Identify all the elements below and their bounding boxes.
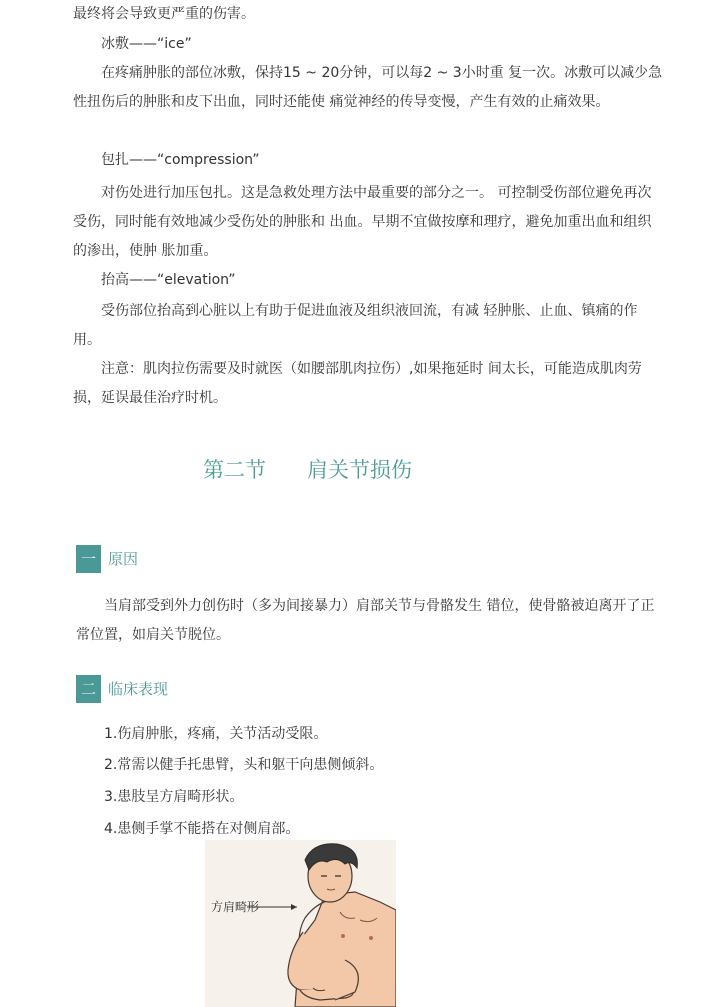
clinical-marker: 二	[76, 675, 101, 703]
compression-paragraph: 对伤处进行加压包扎。这是急救处理方法中最重要的部分之一。 可控制受伤部位避免再次受伤，同时能有效地减少受伤处的肿胀和 出血。早期不宜做按摩和理疗，避免加重出血和组织的渗出，使肿 胀加重。	[73, 185, 652, 259]
square-shoulder-figure	[205, 840, 396, 1007]
ice-paragraph: 在疼痛肿胀的部位冰敷，保持15 ~ 20分钟，可以每2 ~ 3小时重 复一次。冰敷可以减少急性扭伤后的肿胀和皮下出血，同时还能使 痛觉神经的传导变慢，产生有效的止痛效果。	[73, 65, 663, 110]
list-item: 1.伤肩肿胀，疼痛，关节活动受限。	[104, 726, 328, 742]
cause-paragraph: 当肩部受到外力创伤时（多为间接暴力）肩部关节与骨骼发生 错位，使骨骼被迫离开了正常位置，如肩关节脱位。	[76, 598, 655, 643]
section-title	[0, 454, 725, 488]
cause-heading-text: 原因	[108, 550, 139, 568]
figure-illustration	[205, 840, 396, 1007]
section-number: 第二节	[203, 458, 266, 482]
elevation-title: 抬高——“elevation”	[101, 272, 236, 288]
note-paragraph: 注意：肌肉拉伤需要及时就医（如腰部肌肉拉伤）,如果拖延时 间太长，可能造成肌肉劳损，延误最佳治疗时机。	[73, 361, 642, 406]
intro-closing-text: 最终将会导致更严重的伤害。	[73, 6, 255, 22]
list-item: 2.常需以健手托患臂，头和躯干向患侧倾斜。	[104, 757, 384, 773]
compression-title: 包扎——“compression”	[101, 152, 260, 168]
section-name: 肩关节损伤	[307, 458, 412, 482]
list-item: 4.患侧手掌不能搭在对侧肩部。	[104, 821, 300, 837]
clinical-heading-text: 临床表现	[108, 680, 169, 698]
figure-label: 方肩畸形	[211, 900, 260, 914]
ice-title: 冰敷——“ice”	[101, 36, 192, 52]
cause-marker: 一	[76, 545, 101, 573]
elevation-paragraph: 受伤部位抬高到心脏以上有助于促进血液及组织液回流，有减 轻肿胀、止血、镇痛的作用。	[73, 303, 638, 348]
list-item: 3.患肢呈方肩畸形状。	[104, 789, 244, 805]
